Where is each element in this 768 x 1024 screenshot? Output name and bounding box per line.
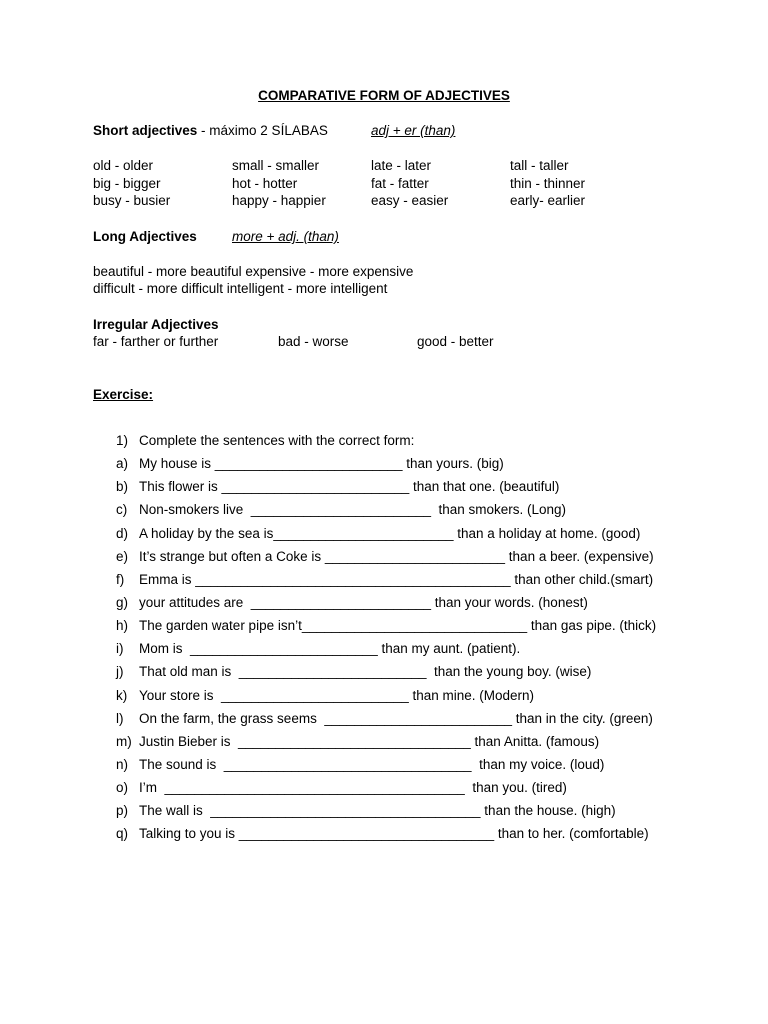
exercise-item xyxy=(116,501,736,524)
exercise-item xyxy=(116,802,736,825)
short-adjectives-row xyxy=(93,175,693,193)
exercise-item-text: Non-smokers live ________________________ than smokers. (Long) xyxy=(139,502,567,518)
exercise-item xyxy=(116,478,736,501)
short-adjective-cell: old - older xyxy=(93,158,154,173)
short-adjectives-syllables: - máximo 2 SÍLABAS xyxy=(197,123,328,138)
exercise-item-text: This flower is _________________________ than that one. (beautiful) xyxy=(139,479,560,495)
long-adjectives-heading: Long Adjectives xyxy=(93,229,197,244)
exercise-item xyxy=(116,687,736,710)
exercise-item-text: That old man is _________________________ than the young boy. (wise) xyxy=(139,664,592,680)
exercise-item xyxy=(116,779,736,802)
short-adjective-cell: big - bigger xyxy=(93,175,161,191)
exercise-item-label: p) xyxy=(116,803,129,819)
page-title: COMPARATIVE FORM OF ADJECTIVES xyxy=(258,88,510,103)
exercise-item-text: Mom is _________________________ than my aunt. (patient). xyxy=(139,641,521,657)
exercise-item-label: b) xyxy=(116,479,129,495)
short-adjectives-row xyxy=(93,192,693,210)
exercise-item-label: c) xyxy=(116,502,128,518)
exercise-item-text: It’s strange but often a Coke is ________________________ than a beer. (expensive) xyxy=(139,548,654,564)
short-adjectives-table xyxy=(93,157,693,210)
exercise-item-label: 1) xyxy=(116,433,129,448)
exercise-item-label: j) xyxy=(116,664,124,680)
short-adjective-cell: small - smaller xyxy=(232,158,320,173)
exercise-item xyxy=(116,571,736,594)
exercise-item xyxy=(116,663,736,686)
exercise-item-label: f) xyxy=(116,571,125,587)
irregular-adjectives-heading: Irregular Adjectives xyxy=(93,317,219,332)
short-adjective-cell: fat - fatter xyxy=(371,175,429,191)
long-adjectives-line: difficult - more difficult intelligent - more intelligent xyxy=(93,281,388,296)
exercise-item-label: n) xyxy=(116,756,129,772)
short-adjective-cell: hot - hotter xyxy=(232,175,298,191)
exercise-item xyxy=(116,640,736,663)
exercise-item-label: h) xyxy=(116,618,129,634)
exercise-item-text: Complete the sentences with the correct form: xyxy=(139,433,415,448)
exercise-item-label: k) xyxy=(116,687,128,703)
exercise-item-label: g) xyxy=(116,594,129,610)
short-adjective-cell: busy - busier xyxy=(93,193,171,209)
irregular-adjective-item: far - farther or further xyxy=(93,334,219,349)
short-adjective-cell: late - later xyxy=(371,158,432,173)
exercise-item-text: The wall is ____________________________________ than the house. (high) xyxy=(139,803,616,819)
exercise-item-text: Emma is __________________________________________ than other child.(smart) xyxy=(139,571,654,587)
exercise-item xyxy=(116,432,736,455)
exercise-item-text: The sound is _________________________________ than my voice. (loud) xyxy=(139,756,605,772)
exercise-item-label: l) xyxy=(116,710,124,726)
exercise-item-text: A holiday by the sea is________________________ than a holiday at home. (good) xyxy=(139,525,641,541)
exercise-item xyxy=(116,710,736,733)
exercise-item-text: Talking to you is __________________________________ than to her. (comfortable) xyxy=(139,826,649,842)
exercise-item-label: q) xyxy=(116,826,129,842)
short-adjective-cell: early- earlier xyxy=(510,193,586,209)
irregular-adjective-item: bad - worse xyxy=(278,334,349,349)
exercise-item xyxy=(116,756,736,779)
exercise-item xyxy=(116,525,736,548)
long-adjectives-line: beautiful - more beautiful expensive - more expensive xyxy=(93,264,414,279)
exercise-item xyxy=(116,617,736,640)
exercise-item-label: a) xyxy=(116,456,129,472)
exercise-item-text: Your store is _________________________ than mine. (Modern) xyxy=(139,687,535,703)
short-adjective-cell: happy - happier xyxy=(232,193,326,209)
exercise-item-text: I’m ________________________________________ than you. (tired) xyxy=(139,780,567,796)
exercise-item-label: o) xyxy=(116,780,129,796)
exercise-item xyxy=(116,548,736,571)
short-adjectives-rule: adj + er (than) xyxy=(371,123,456,138)
exercise-list xyxy=(116,432,736,849)
exercise-item-text: The garden water pipe isn’t______________________________ than gas pipe. (thick) xyxy=(139,618,657,634)
exercise-item-text: My house is _________________________ than yours. (big) xyxy=(139,456,504,472)
long-adjectives-rule: more + adj. (than) xyxy=(232,229,339,244)
exercise-item xyxy=(116,594,736,617)
irregular-adjective-item: good - better xyxy=(417,334,494,349)
short-adjective-cell: tall - taller xyxy=(510,158,569,173)
exercise-item xyxy=(116,733,736,756)
exercise-item xyxy=(116,825,736,848)
short-adjective-cell: easy - easier xyxy=(371,193,449,209)
exercise-item-label: d) xyxy=(116,525,129,541)
exercise-item-text: Justin Bieber is _______________________________ than Anitta. (famous) xyxy=(139,733,600,749)
exercise-item-label: i) xyxy=(116,641,124,657)
short-adjectives-row xyxy=(93,157,693,175)
short-adjective-cell: thin - thinner xyxy=(510,175,586,191)
exercise-item-text: On the farm, the grass seems _________________________ than in the city. (green) xyxy=(139,710,653,726)
short-adjectives-heading-row xyxy=(93,122,328,140)
exercise-item-label: m) xyxy=(116,733,132,749)
exercise-item xyxy=(116,455,736,478)
short-adjectives-heading: Short adjectives xyxy=(93,123,198,138)
exercise-heading: Exercise: xyxy=(93,387,154,402)
exercise-item-text: your attitudes are ________________________ than your words. (honest) xyxy=(139,594,588,610)
exercise-item-label: e) xyxy=(116,548,129,564)
